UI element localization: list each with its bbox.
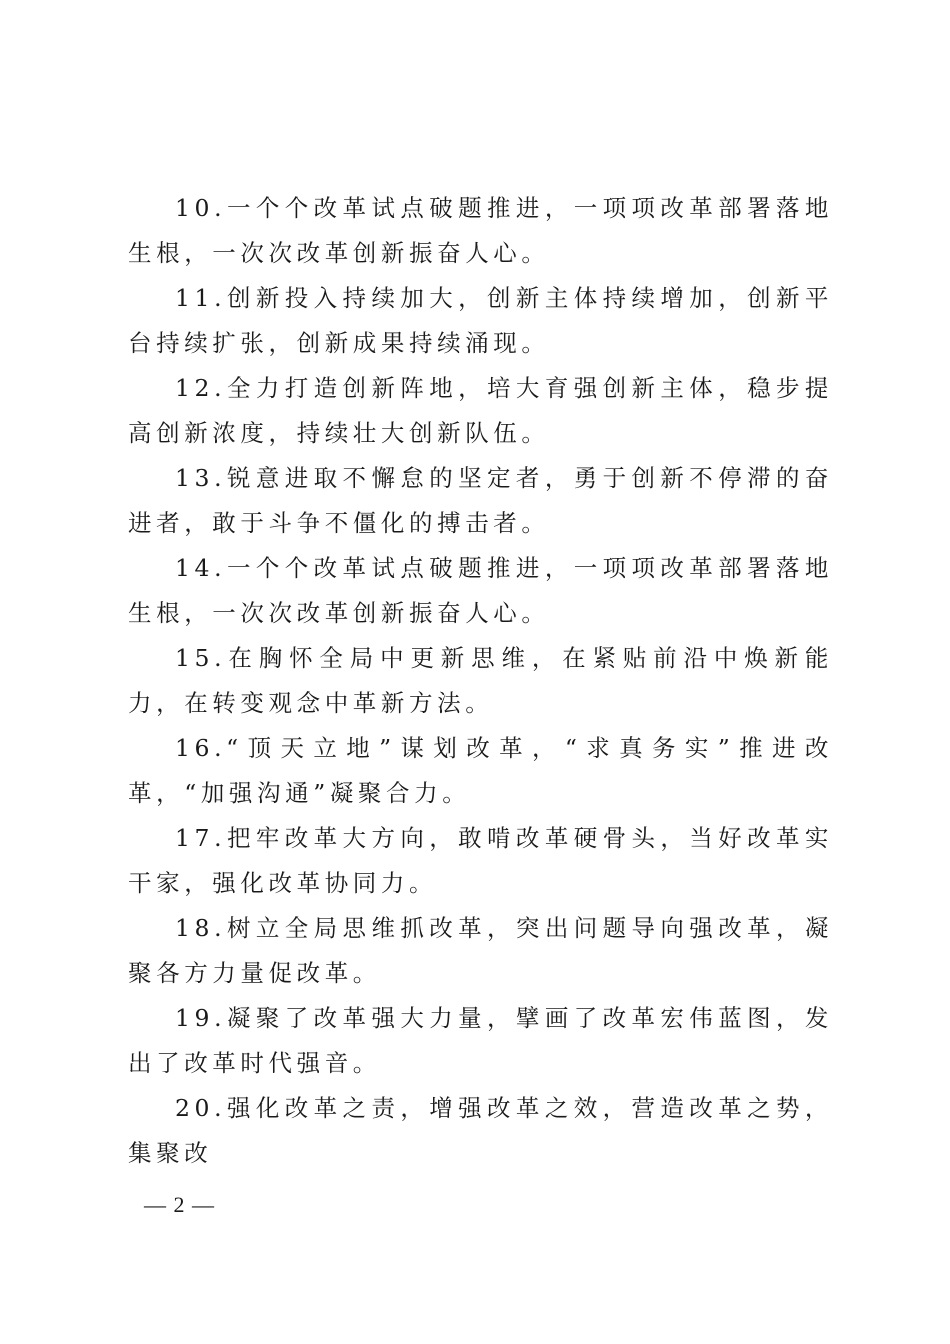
paragraph-12: 12.全力打造创新阵地，培大育强创新主体，稳步提高创新浓度，持续壮大创新队伍。	[128, 374, 833, 447]
paragraph-19: 19.凝聚了改革强大力量，擘画了改革宏伟蓝图，发出了改革时代强音。	[128, 1004, 833, 1077]
paragraph-16: 16.“顶天立地”谋划改革，“求真务实”推进改革，“加强沟通”凝聚合力。	[128, 734, 833, 807]
document-body	[128, 186, 833, 1176]
paragraph-18: 18.树立全局思维抓改革，突出问题导向强改革，凝聚各方力量促改革。	[128, 914, 833, 987]
paragraph-13: 13.锐意进取不懈怠的坚定者，勇于创新不停滞的奋进者，敢于斗争不僵化的搏击者。	[128, 464, 833, 537]
paragraph-11: 11.创新投入持续加大，创新主体持续增加，创新平台持续扩张，创新成果持续涌现。	[128, 284, 833, 357]
page-number: — 2 —	[144, 1192, 215, 1217]
paragraph-20: 20.强化改革之责，增强改革之效，营造改革之势，集聚改	[128, 1094, 833, 1167]
paragraph-17: 17.把牢改革大方向，敢啃改革硬骨头，当好改革实干家，强化改革协同力。	[128, 824, 833, 897]
paragraph-14: 14.一个个改革试点破题推进，一项项改革部署落地生根，一次次改革创新振奋人心。	[128, 554, 833, 627]
paragraph-10: 10.一个个改革试点破题推进，一项项改革部署落地生根，一次次改革创新振奋人心。	[128, 194, 833, 267]
paragraph-15: 15.在胸怀全局中更新思维，在紧贴前沿中焕新能力，在转变观念中革新方法。	[128, 644, 833, 717]
